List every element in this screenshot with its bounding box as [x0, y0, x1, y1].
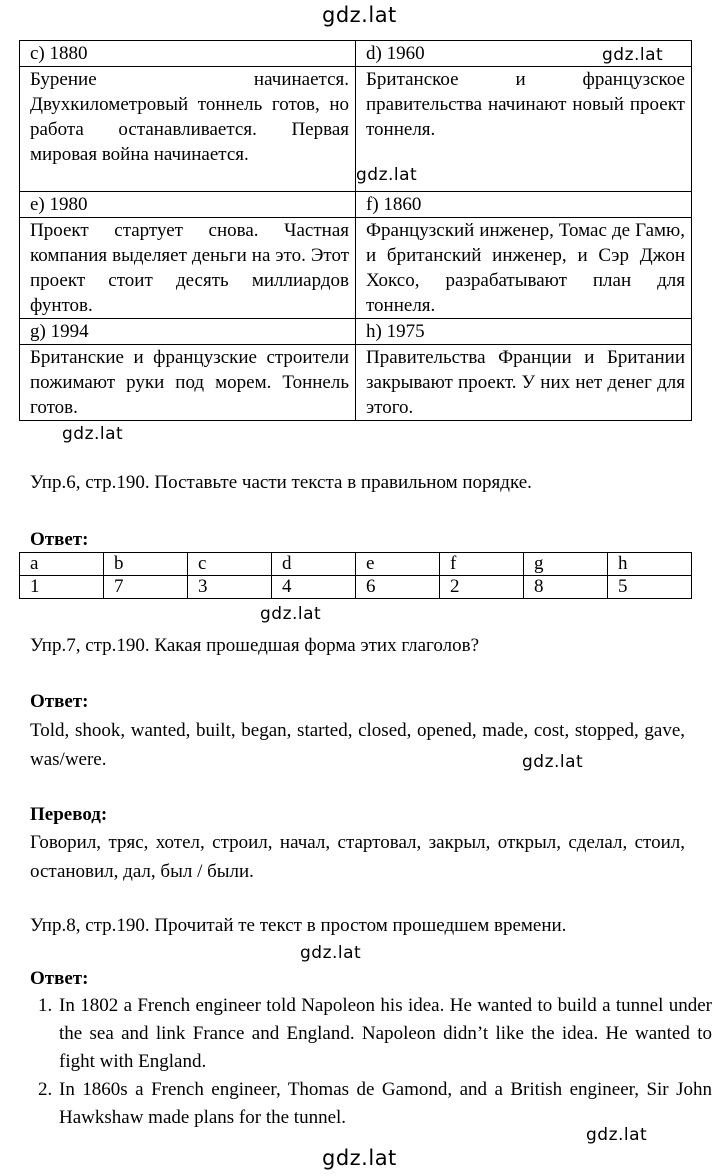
answer-number: 6	[356, 576, 440, 599]
answer-letter: a	[20, 553, 104, 576]
timeline-cell-text: Французский инженер, Томас де Гамю, и британский инженер, и Сэр Джон Хоксо, разрабатывают план для тоннеля.	[356, 218, 692, 319]
exercise-7-answer: Told, shook, wanted, built, began, started, closed, opened, made, cost, stopped, gave, was/were.	[30, 720, 685, 770]
answer-number: 4	[272, 576, 356, 599]
answer-letter: h	[608, 553, 692, 576]
watermark: gdz.lat	[586, 1125, 648, 1145]
timeline-cell-head: d) 1960	[356, 41, 692, 67]
timeline-cell-head: e) 1980	[20, 192, 356, 218]
exercise-6-title: Упр.6, стр.190. Поставьте части текста в правильном порядке.	[30, 472, 532, 493]
watermark: gdz.lat	[602, 45, 664, 65]
answer-letter: g	[524, 553, 608, 576]
answer-letter: e	[356, 553, 440, 576]
answer-order-table	[19, 552, 692, 599]
timeline-cell-head: h) 1975	[356, 319, 692, 345]
translation-label: Перевод:	[30, 804, 108, 825]
exercise-8-answer-label: Ответ:	[30, 968, 89, 989]
table-row	[20, 41, 692, 67]
timeline-cell-text: Британские и французские строители пожимают руки под морем. Тоннель готов.	[20, 345, 356, 421]
timeline-cell-head: f) 1860	[356, 192, 692, 218]
timeline-cell-text: Правительства Франции и Британии закрывают проект. У них нет денег для этого.	[356, 345, 692, 421]
timeline-table	[19, 40, 692, 421]
answer-number: 3	[188, 576, 272, 599]
answer-number: 1	[20, 576, 104, 599]
timeline-cell-head: g) 1994	[20, 319, 356, 345]
exercise-7-answer-label: Ответ:	[30, 691, 89, 712]
answer-letter: f	[440, 553, 524, 576]
watermark: gdz.lat	[62, 424, 124, 444]
answer-letter: b	[104, 553, 188, 576]
answer-number: 5	[608, 576, 692, 599]
timeline-cell-text: Британское и французское правительства начинают новый проект тоннеля.	[356, 67, 692, 192]
list-item: 1. In 1802 a French engineer told Napoleon his idea. He wanted to build a tunnel under the sea and link France and England. Napoleon didn’t like the idea. He wanted to fight with England.	[57, 992, 712, 1076]
watermark-top: gdz.lat	[322, 3, 397, 27]
answer-letter: d	[272, 553, 356, 576]
timeline-cell-text: Проект стартует снова. Частная компания выделяет деньги на это. Этот проект стоит десять миллиардов фунтов.	[20, 218, 356, 319]
table-row	[20, 319, 692, 345]
watermark-bottom: gdz.lat	[322, 1146, 397, 1170]
table-row	[20, 553, 692, 576]
watermark: gdz.lat	[300, 943, 362, 963]
answer-number: 2	[440, 576, 524, 599]
timeline-cell-text: Бурение начинается. Двухкилометровый тоннель готов, но работа останавливается. Первая мировая война начинается.	[20, 67, 356, 192]
table-row	[20, 345, 692, 421]
answer-letter: c	[188, 553, 272, 576]
watermark: gdz.lat	[356, 165, 418, 185]
answer-number: 7	[104, 576, 188, 599]
list-item: 2. In 1860s a French engineer, Thomas de Gamond, and a British engineer, Sir John Hawkshaw made plans for the tunnel.	[57, 1076, 712, 1132]
exercise-8-title: Упр.8, стр.190. Прочитай те текст в простом прошедшем времени.	[30, 915, 567, 936]
exercise-6-answer-label: Ответ:	[30, 529, 89, 550]
exercise-7-title: Упр.7, стр.190. Какая прошедшая форма этих глаголов?	[30, 635, 480, 656]
watermark: gdz.lat	[522, 752, 584, 772]
exercise-8-answer-list	[30, 992, 712, 1132]
timeline-cell-head: c) 1880	[20, 41, 356, 67]
table-row	[20, 576, 692, 599]
watermark: gdz.lat	[260, 604, 322, 624]
translation-text: Говорил, тряс, хотел, строил, начал, стартовал, закрыл, открыл, сделал, стоил, остановил, дал, был / были.	[30, 832, 685, 882]
table-row	[20, 192, 692, 218]
table-row	[20, 218, 692, 319]
answer-number: 8	[524, 576, 608, 599]
